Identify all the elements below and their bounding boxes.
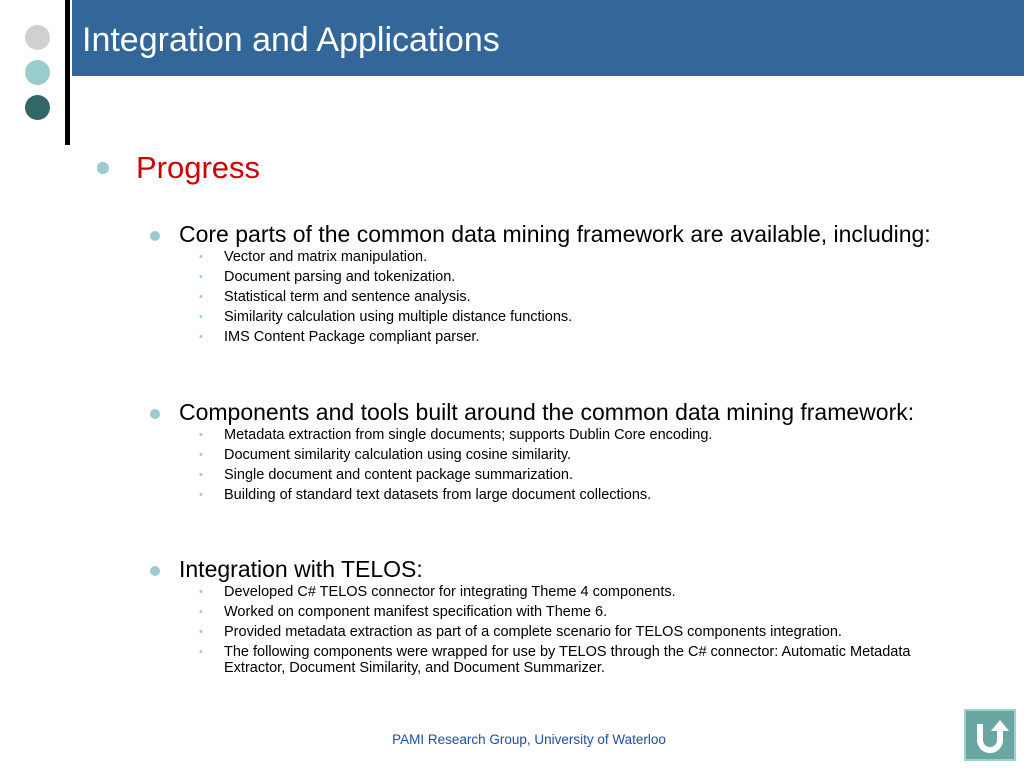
sub-point-list	[148, 427, 968, 503]
sub-bullet-icon: •	[199, 271, 203, 283]
section-point-text: Integration with TELOS:	[179, 556, 423, 582]
accent-vertical-line	[65, 0, 70, 145]
sub-bullet-icon: •	[199, 429, 203, 441]
sub-point	[148, 604, 968, 620]
sub-bullet-icon: •	[199, 291, 203, 303]
sub-point	[148, 447, 968, 463]
sub-point-text: Similarity calculation using multiple distance functions.	[224, 309, 573, 325]
sub-point	[148, 467, 968, 483]
section-point-text: Core parts of the common data mining framework are available, including:	[179, 221, 931, 247]
sub-point-text: Worked on component manifest specification with Theme 6.	[224, 604, 608, 620]
bullet-icon	[150, 409, 160, 419]
sub-bullet-icon: •	[199, 469, 203, 481]
sub-bullet-icon: •	[199, 489, 203, 501]
sub-point	[148, 644, 968, 676]
sub-bullet-icon: •	[199, 311, 203, 323]
section-point-text: Components and tools built around the common data mining framework:	[179, 399, 915, 425]
sub-point	[148, 329, 968, 345]
section-components-tools	[148, 400, 968, 507]
slide-footer	[0, 732, 1024, 748]
return-arrow-icon	[971, 716, 1009, 754]
sub-point-list	[148, 249, 968, 345]
sub-point	[148, 289, 968, 305]
section-point	[148, 400, 968, 425]
sub-point-text: Single document and content package summarization.	[224, 467, 574, 483]
slide-title: Integration and Applications	[82, 21, 500, 59]
sub-point	[148, 269, 968, 285]
sub-point-text: Statistical term and sentence analysis.	[224, 289, 471, 305]
sub-bullet-icon: •	[199, 646, 203, 658]
sub-point-text: Vector and matrix manipulation.	[224, 249, 428, 265]
sub-point-text: Provided metadata extraction as part of a complete scenario for TELOS components integration.	[224, 624, 842, 640]
sub-point-list	[148, 584, 968, 676]
section-point	[148, 557, 968, 582]
decorative-dot-dark-teal	[25, 95, 50, 120]
sub-point	[148, 309, 968, 325]
sub-bullet-icon: •	[199, 449, 203, 461]
sub-point	[148, 249, 968, 265]
section-heading: Progress	[136, 150, 261, 185]
sub-point-text: Metadata extraction from single documents; supports Dublin Core encoding.	[224, 427, 713, 443]
sub-bullet-icon: •	[199, 626, 203, 638]
sub-point-text: Document similarity calculation using cosine similarity.	[224, 447, 572, 463]
sub-point	[148, 624, 968, 640]
sub-point-text: Document parsing and tokenization.	[224, 269, 456, 285]
section-telos-integration	[148, 557, 968, 680]
sub-bullet-icon: •	[199, 586, 203, 598]
return-button[interactable]	[964, 709, 1016, 761]
sub-point-text: Building of standard text datasets from large document collections.	[224, 487, 652, 503]
sub-point-text: The following components were wrapped for use by TELOS through the C# connector: Automatic Metadata Extractor, Document Similarity, and Document Summarizer.	[224, 644, 911, 676]
sub-bullet-icon: •	[199, 606, 203, 618]
sub-bullet-icon: •	[199, 331, 203, 343]
bullet-icon	[150, 566, 160, 576]
footer-text: PAMI Research Group, University of Waterloo	[392, 732, 666, 747]
heading-bullet-icon	[97, 162, 109, 174]
sub-point	[148, 584, 968, 600]
sub-point-text: Developed C# TELOS connector for integrating Theme 4 components.	[224, 584, 676, 600]
decorative-dot-gray	[25, 25, 50, 50]
section-point	[148, 222, 968, 247]
decorative-dot-light-teal	[25, 60, 50, 85]
sub-bullet-icon: •	[199, 251, 203, 263]
sub-point	[148, 487, 968, 503]
section-core-parts	[148, 222, 968, 349]
sub-point-text: IMS Content Package compliant parser.	[224, 329, 480, 345]
bullet-icon	[150, 231, 160, 241]
sub-point	[148, 427, 968, 443]
